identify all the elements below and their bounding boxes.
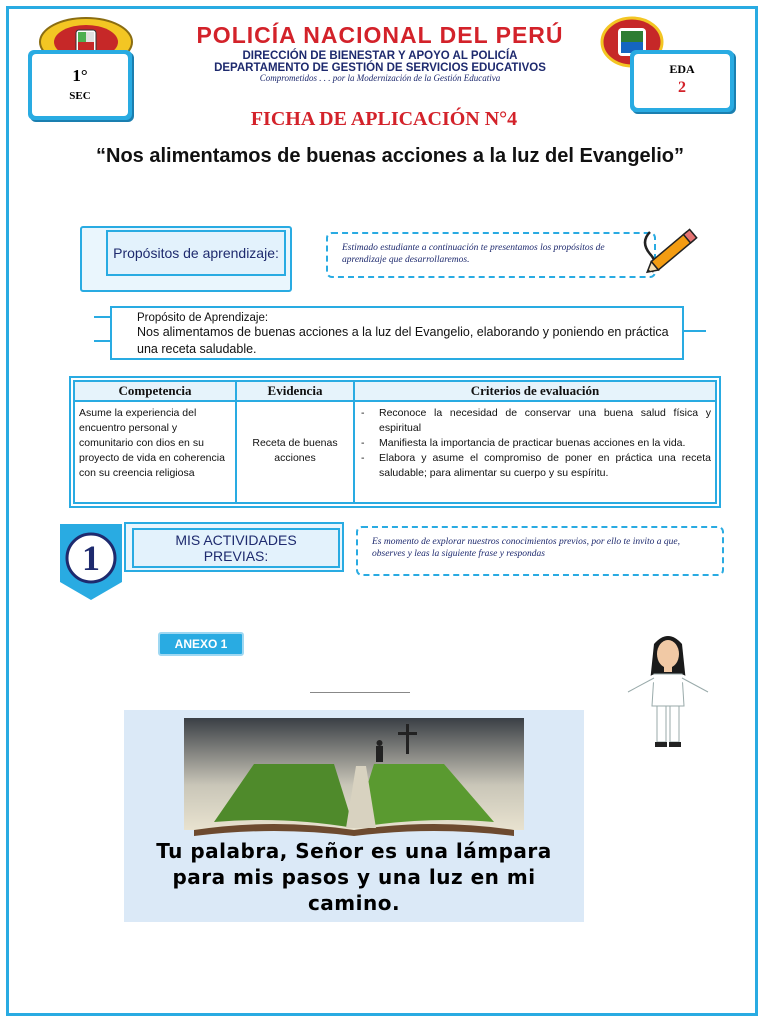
propositos-intro: Estimado estudiante a continuación te presentamos los propósitos de aprendizaje que desarrollaremos. — [326, 232, 656, 278]
proposito-text: Nos alimentamos de buenas acciones a la luz del Evangelio, elaborando y poniendo en práctica una receta saludable. — [137, 325, 669, 356]
divider — [310, 692, 410, 693]
criterio-item: - Manifiesta la importancia de practicar buenas acciones en la vida. — [359, 436, 711, 451]
header-criterios: Criterios de evaluación — [354, 381, 716, 401]
direction-name — [130, 50, 630, 74]
eda-badge — [630, 50, 734, 112]
competency-table — [73, 380, 717, 504]
criterio-item: - Reconoce la necesidad de conservar una buena salud física y espiritual — [359, 406, 711, 436]
grade-level: SEC — [69, 90, 91, 102]
proposito-heading: Propósito de Aprendizaje: — [137, 312, 269, 324]
criterios-list — [359, 406, 711, 481]
table-header-row — [74, 381, 716, 401]
activity-number: 1 — [82, 538, 100, 578]
cell-competencia: Asume la experiencia del encuentro personal y comunitario con dios en su proyecto de vida en coherencia con su creencia religiosa — [74, 401, 236, 503]
cell-evidencia: Receta de buenas acciones — [236, 401, 354, 503]
actividades-intro: Es momento de explorar nuestros conocimientos previos, por ello te invito a que, observes y leas la siguiente frase y respondas — [356, 526, 724, 576]
header-evidencia: Evidencia — [236, 381, 354, 401]
institution-name: POLICÍA NACIONAL DEL PERÚ — [196, 22, 564, 48]
propositos-label: Propósitos de aprendizaje: — [106, 230, 286, 276]
ficha-title: FICHA DE APLICACIÓN N°4 — [250, 108, 518, 130]
teacher-avatar-icon — [620, 630, 716, 752]
grade-badge-inner — [32, 54, 128, 116]
cell-criterios — [354, 401, 716, 503]
anexo-tag: ANEXO 1 — [158, 632, 244, 656]
grade-number: 1° — [72, 66, 88, 85]
motto: Comprometidos . . . por la Modernización de la Gestión Educativa — [259, 73, 501, 83]
pencil-icon — [636, 222, 706, 280]
direction-line: DIRECCIÓN DE BIENESTAR Y APOYO AL POLICÍA — [242, 50, 518, 62]
table-row — [74, 401, 716, 503]
bible-verse-text: Tu palabra, Señor es una lámpara para mis pasos y una luz en mi camino. — [156, 839, 552, 915]
department-line: DEPARTAMENTO DE GESTIÓN DE SERVICIOS EDUCATIVOS — [214, 62, 546, 74]
eda-badge-inner — [634, 54, 730, 108]
proposito-box — [110, 306, 684, 360]
eda-number: 2 — [678, 79, 686, 96]
competency-table-frame — [69, 376, 721, 508]
main-title: “Nos alimentamos de buenas acciones a la luz del Evangelio” — [96, 145, 684, 167]
criterio-item: - Elabora y asume el compromiso de poner en práctica una receta saludable; para alimentar su cuerpo y su espíritu. — [359, 451, 711, 481]
header-competencia: Competencia — [74, 381, 236, 401]
eda-label: EDA — [669, 62, 695, 76]
actividades-label: MIS ACTIVIDADES PREVIAS: — [132, 528, 340, 568]
